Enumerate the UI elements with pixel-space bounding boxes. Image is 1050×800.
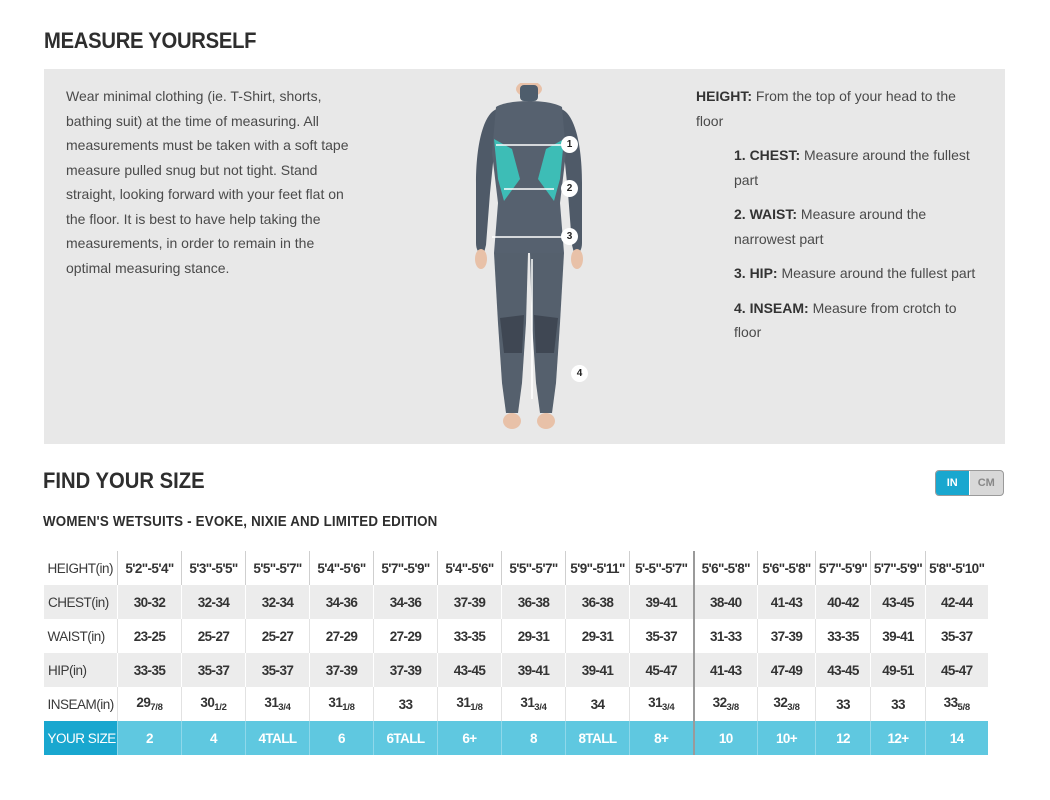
table-cell: 39-41: [871, 619, 926, 653]
table-cell: 45-47: [926, 653, 988, 687]
table-cell[interactable]: 6+: [438, 721, 502, 755]
table-cell: [630, 687, 694, 721]
waist-row: [44, 619, 988, 653]
table-cell: 36-38: [566, 585, 630, 619]
table-cell: [694, 687, 758, 721]
inseam-fraction: 3/8: [787, 702, 800, 713]
table-cell: 37-39: [374, 653, 438, 687]
inseam-instruction: 4. INSEAM: Measure from crotch to floor: [734, 299, 957, 340]
height-row: [44, 551, 988, 585]
table-cell: 5'9"-5'11": [566, 551, 630, 585]
table-cell: 23-25: [118, 619, 182, 653]
table-cell[interactable]: 6: [310, 721, 374, 755]
table-cell: 5'8"-5'10": [926, 551, 988, 585]
inseam-whole: 32: [712, 695, 727, 710]
table-cell: 5'-5"-5'7": [630, 551, 694, 585]
inseam-fraction: 1/8: [470, 702, 483, 713]
row-label: HIP(in): [44, 653, 118, 687]
table-cell[interactable]: 12: [816, 721, 871, 755]
table-cell: 25-27: [182, 619, 246, 653]
table-cell: 34-36: [310, 585, 374, 619]
table-cell: 32-34: [246, 585, 310, 619]
table-cell: 42-44: [926, 585, 988, 619]
table-cell: [502, 687, 566, 721]
find-your-size-heading: FIND YOUR SIZE: [43, 468, 205, 493]
table-cell[interactable]: 8+: [630, 721, 694, 755]
table-cell: [926, 687, 988, 721]
table-cell: 5'6"-5'8": [758, 551, 816, 585]
table-cell: 35-37: [926, 619, 988, 653]
row-label: HEIGHT(in): [44, 551, 118, 585]
table-cell[interactable]: 4: [182, 721, 246, 755]
table-cell: [438, 687, 502, 721]
table-cell: [246, 687, 310, 721]
marker-inseam: 4: [571, 365, 588, 382]
marker-hip: 3: [561, 228, 578, 245]
waist-instruction: 2. WAIST: Measure around the narrowest part: [734, 206, 927, 247]
table-cell[interactable]: 10: [694, 721, 758, 755]
table-cell: 5'6"-5'8": [694, 551, 758, 585]
table-cell[interactable]: 8TALL: [566, 721, 630, 755]
row-label: WAIST(in): [44, 619, 118, 653]
table-cell: [871, 687, 926, 721]
inseam-whole: 31: [328, 695, 343, 710]
table-cell: 39-41: [630, 585, 694, 619]
table-cell: [182, 687, 246, 721]
size-chart-table: [43, 551, 988, 755]
inseam-whole: 34: [590, 696, 605, 712]
table-cell: 37-39: [310, 653, 374, 687]
marker-waist: 2: [561, 180, 578, 197]
row-label: YOUR SIZE: [44, 721, 118, 755]
table-cell: [758, 687, 816, 721]
table-cell: 43-45: [816, 653, 871, 687]
table-cell: 45-47: [630, 653, 694, 687]
table-cell: 34-36: [374, 585, 438, 619]
table-cell: 5'2"-5'4": [118, 551, 182, 585]
table-cell: 41-43: [694, 653, 758, 687]
table-cell: 47-49: [758, 653, 816, 687]
table-cell: 37-39: [758, 619, 816, 653]
table-cell[interactable]: 6TALL: [374, 721, 438, 755]
table-cell: 37-39: [438, 585, 502, 619]
table-cell: 5'7"-5'9": [871, 551, 926, 585]
inseam-whole: 33: [398, 696, 413, 712]
table-cell: 39-41: [566, 653, 630, 687]
inseam-whole: 31: [264, 695, 279, 710]
table-cell: 27-29: [374, 619, 438, 653]
table-cell: 38-40: [694, 585, 758, 619]
unit-in-button[interactable]: IN: [936, 471, 970, 495]
wetsuit-figure: [454, 83, 604, 433]
table-cell[interactable]: 12+: [871, 721, 926, 755]
table-cell: 33-35: [438, 619, 502, 653]
table-cell: [566, 687, 630, 721]
table-cell: 5'3"-5'5": [182, 551, 246, 585]
table-cell: 30-32: [118, 585, 182, 619]
unit-toggle[interactable]: [935, 470, 1004, 496]
row-label: INSEAM(in): [44, 687, 118, 721]
table-cell: 36-38: [502, 585, 566, 619]
table-cell: 29-31: [566, 619, 630, 653]
table-cell: 25-27: [246, 619, 310, 653]
table-cell: 5'4"-5'6": [310, 551, 374, 585]
table-cell: 40-42: [816, 585, 871, 619]
unit-cm-button[interactable]: CM: [977, 477, 995, 489]
inseam-whole: 33: [891, 696, 905, 712]
inseam-whole: 33: [836, 696, 850, 712]
table-cell: 33-35: [118, 653, 182, 687]
measure-yourself-heading: MEASURE YOURSELF: [44, 28, 257, 53]
inseam-fraction: 7/8: [150, 702, 163, 713]
your-size-row: [44, 721, 988, 755]
table-cell: 39-41: [502, 653, 566, 687]
table-cell: 41-43: [758, 585, 816, 619]
table-cell: 43-45: [438, 653, 502, 687]
chest-instruction: 1. CHEST: Measure around the fullest part: [734, 147, 970, 188]
table-cell: 5'4"-5'6": [438, 551, 502, 585]
measure-instructions: [696, 84, 986, 345]
height-instruction: HEIGHT: From the top of your head to the floor: [696, 88, 956, 129]
table-cell: 35-37: [246, 653, 310, 687]
table-cell: [118, 687, 182, 721]
table-cell: [816, 687, 871, 721]
table-cell: 35-37: [630, 619, 694, 653]
table-cell: 49-51: [871, 653, 926, 687]
measure-intro-text: Wear minimal clothing (ie. T-Shirt, shorts, bathing suit) at the time of measuring. All measurements must be taken with a soft tape measure pulled snug but not tight. Stand straight, looking forward with your feet flat on the floor. It is best to have help taking the measurements, in order to remain in the optimal measuring stance.: [66, 88, 349, 276]
table-cell: 5'5"-5'7": [502, 551, 566, 585]
table-cell[interactable]: 4TALL: [246, 721, 310, 755]
table-cell: 27-29: [310, 619, 374, 653]
inseam-fraction: 3/4: [278, 702, 291, 713]
inseam-whole: 32: [773, 695, 788, 710]
inseam-fraction: 1/8: [342, 702, 355, 713]
table-cell: 33-35: [816, 619, 871, 653]
table-cell: 5'7"-5'9": [374, 551, 438, 585]
inseam-fraction: 3/4: [662, 702, 675, 713]
inseam-fraction: 3/4: [534, 702, 547, 713]
marker-chest: 1: [561, 136, 578, 153]
inseam-row: [44, 687, 988, 721]
inseam-fraction: 1/2: [214, 702, 227, 713]
row-label: CHEST(in): [44, 585, 118, 619]
table-cell: 43-45: [871, 585, 926, 619]
table-cell: 5'7"-5'9": [816, 551, 871, 585]
inseam-whole: 33: [943, 695, 958, 710]
table-cell: 31-33: [694, 619, 758, 653]
table-cell: 5'5"-5'7": [246, 551, 310, 585]
table-cell: 32-34: [182, 585, 246, 619]
measure-panel: [44, 69, 1005, 444]
inseam-whole: 29: [136, 695, 151, 710]
inseam-whole: 31: [520, 695, 535, 710]
table-cell[interactable]: 2: [118, 721, 182, 755]
table-cell[interactable]: 14: [926, 721, 988, 755]
table-cell[interactable]: 8: [502, 721, 566, 755]
inseam-fraction: 3/8: [726, 702, 739, 713]
hip-row: [44, 653, 988, 687]
size-table-subtitle: WOMEN'S WETSUITS - EVOKE, NIXIE AND LIMITED EDITION: [43, 514, 438, 530]
chest-row: [44, 585, 988, 619]
table-cell[interactable]: 10+: [758, 721, 816, 755]
table-cell: [374, 687, 438, 721]
inseam-fraction: 5/8: [957, 702, 970, 713]
table-cell: 29-31: [502, 619, 566, 653]
table-cell: 35-37: [182, 653, 246, 687]
table-cell: [310, 687, 374, 721]
inseam-whole: 31: [456, 695, 471, 710]
inseam-whole: 30: [200, 695, 215, 710]
hip-instruction: 3. HIP: Measure around the fullest part: [734, 265, 976, 281]
inseam-whole: 31: [648, 695, 662, 710]
